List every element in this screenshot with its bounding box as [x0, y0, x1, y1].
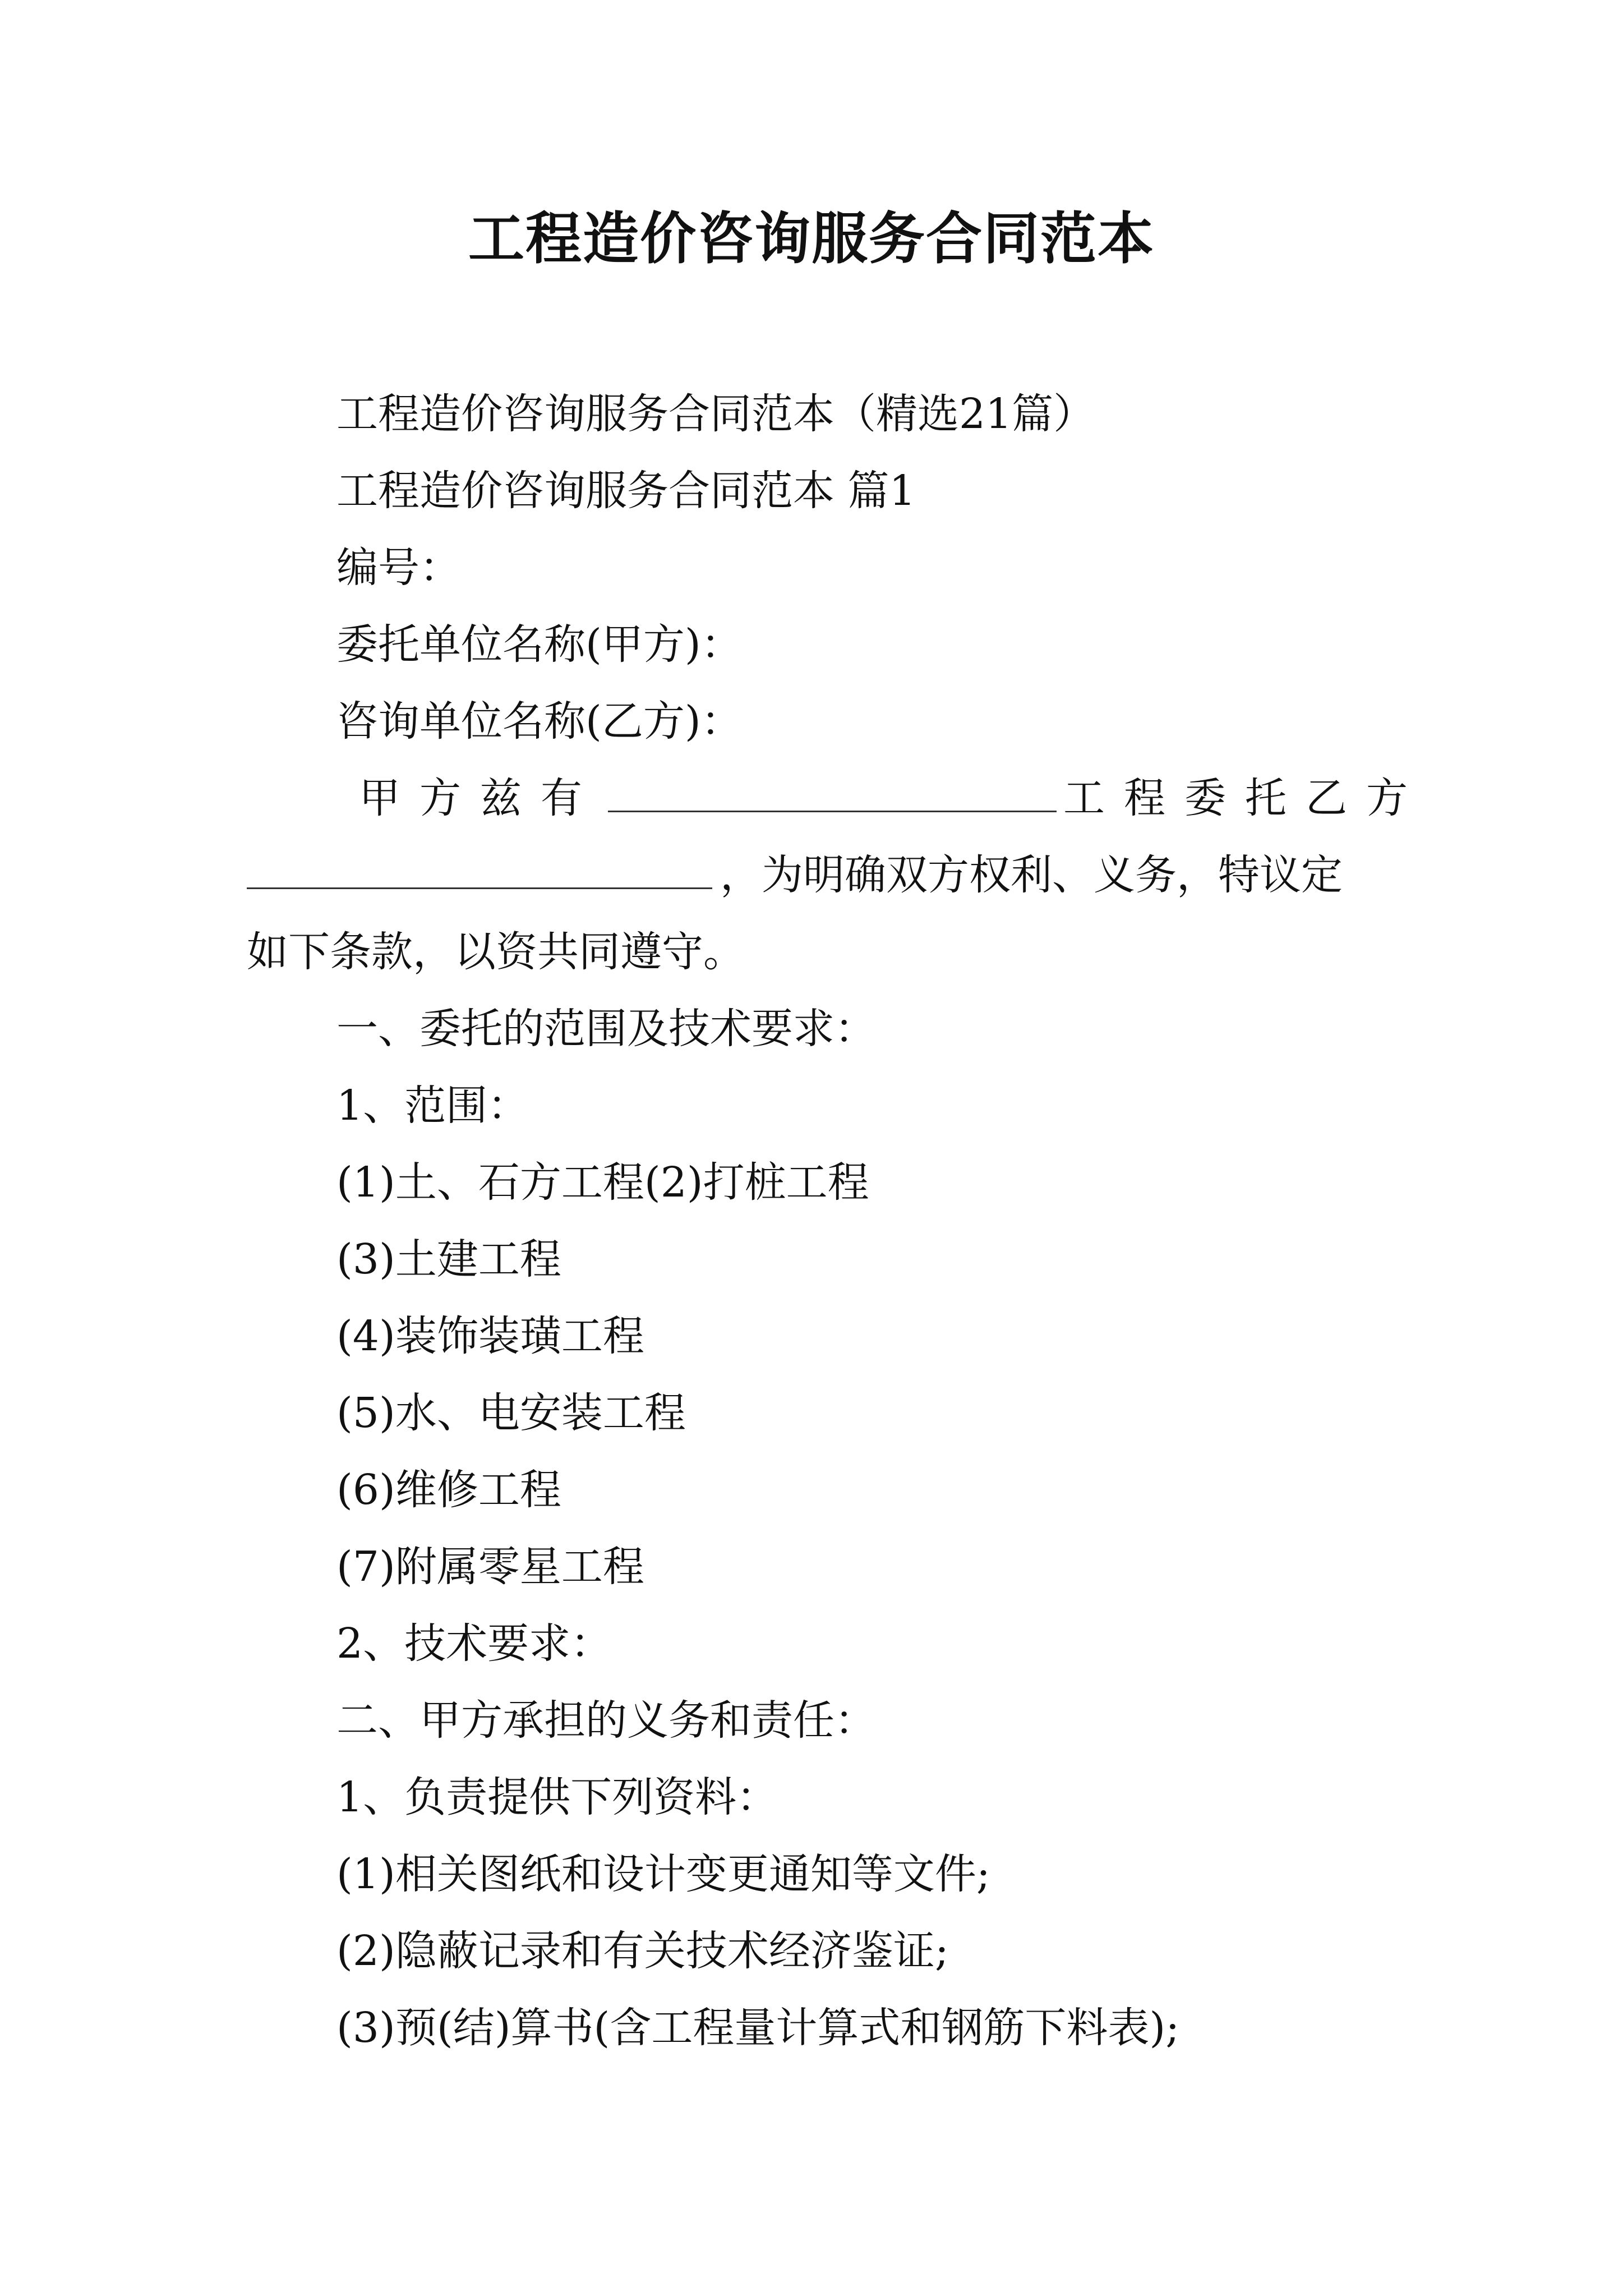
client-name-label: 委托单位名称(甲方)： [336, 620, 743, 669]
section-two-heading: 二、甲方承担的义务和责任： [336, 1696, 876, 1745]
materials-item: (3)预(结)算书(含工程量计算式和钢筋下料表); [336, 2004, 1180, 2052]
materials-item: (2)隐蔽记录和有关技术经济鉴证; [336, 1927, 949, 1975]
document-body [247, 376, 1427, 2067]
section-one-heading: 一、委托的范围及技术要求： [336, 1005, 876, 1053]
project-name-blank [608, 769, 1057, 812]
section-heading: 工程造价咨询服务合同范本 篇1 [336, 467, 916, 515]
intro-line-3: 如下条款，以资共同遵守。 [247, 928, 745, 976]
scope-item: (6)维修工程 [336, 1466, 561, 1514]
subtitle-line: 工程造价咨询服务合同范本（精选21篇） [336, 390, 1095, 438]
scope-item: (5)水、电安装工程 [336, 1389, 686, 1437]
materials-item: (1)相关图纸和设计变更通知等文件; [336, 1850, 990, 1898]
scope-item: (4)装饰装璜工程 [336, 1312, 644, 1360]
scope-item: (1)土、石方工程(2)打桩工程 [336, 1158, 869, 1207]
consultant-name-label: 咨询单位名称(乙方)： [336, 697, 743, 746]
intro-paragraph [247, 760, 1427, 991]
scope-blank [247, 846, 712, 889]
intro-text-part1: 甲方兹有 [359, 774, 601, 822]
intro-text-part2: 工程委托乙方 [1063, 774, 1427, 822]
scope-item: (7)附属零星工程 [336, 1543, 644, 1591]
intro-line-2 [247, 837, 1380, 914]
materials-heading: 1、负责提供下列资料： [336, 1773, 778, 1821]
intro-text-part3: ，为明确双方权利、义务，特议定 [720, 851, 1343, 899]
scope-heading: 1、范围： [336, 1082, 529, 1130]
document-title: 工程造价咨询服务合同范本 [468, 205, 1155, 272]
tech-requirements-heading: 2、技术要求： [336, 1619, 612, 1668]
number-field-label: 编号： [336, 544, 461, 592]
intro-line-1 [247, 760, 1427, 837]
scope-item: (3)土建工程 [336, 1235, 561, 1283]
